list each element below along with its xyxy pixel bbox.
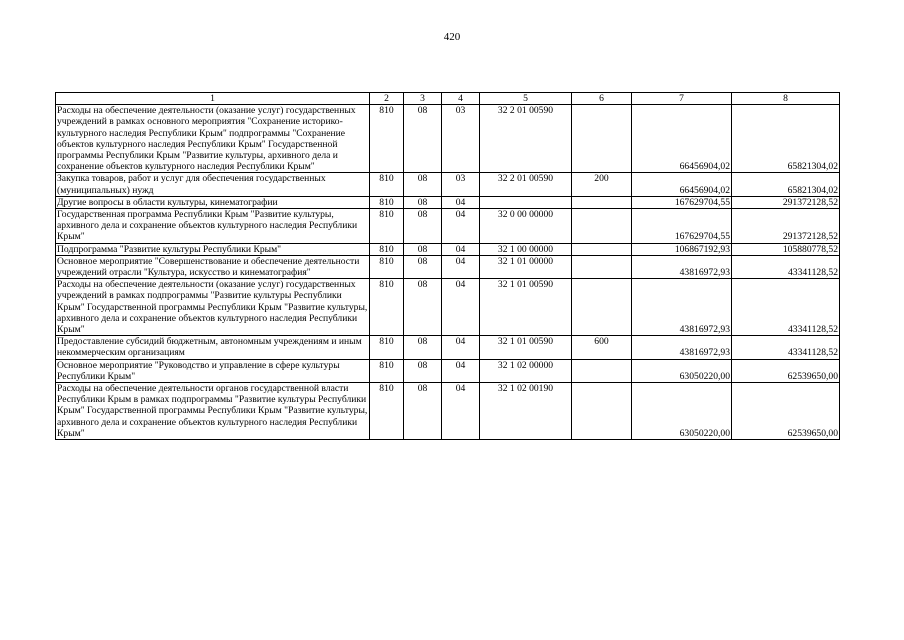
table-row <box>56 359 840 382</box>
amount-cell-8: 65821304,02 <box>732 105 840 173</box>
table-row <box>56 243 840 255</box>
section-cell: 08 <box>404 196 442 208</box>
code-cell: 810 <box>370 243 404 255</box>
row-name-cell: Расходы на обеспечение деятельности органов государственной власти Республики Крым в рамках подпрограммы "Развитие культуры Республики Крым" Государственной программы Республики Крым "Развитие культуры, архивного дела и сохранение объектов культурного наследия Республики Крым" <box>56 383 370 440</box>
section-cell: 08 <box>404 279 442 336</box>
target-article-cell: 32 2 01 00590 <box>480 105 572 173</box>
row-name-cell: Расходы на обеспечение деятельности (оказание услуг) государственных учреждений в рамках основного мероприятия "Сохранение историко-культурного наследия Республики Крым" подпрограммы "Сохранение объектов культурного наследия Республики Крым" Государственной программы Республики Крым "Развитие культуры, архивного дела и сохранение объектов культурного наследия Республики Крым" <box>56 105 370 173</box>
table-row <box>56 173 840 196</box>
code-cell: 810 <box>370 383 404 440</box>
section-cell: 08 <box>404 383 442 440</box>
amount-cell-8: 291372128,52 <box>732 209 840 244</box>
amount-cell-7: 63050220,00 <box>632 359 732 382</box>
row-name-cell: Подпрограмма "Развитие культуры Республики Крым" <box>56 243 370 255</box>
table-row <box>56 279 840 336</box>
row-name-cell: Основное мероприятие "Руководство и управление в сфере культуры Республики Крым" <box>56 359 370 382</box>
table-header-row <box>56 93 840 105</box>
target-article-cell <box>480 196 572 208</box>
table-row <box>56 336 840 359</box>
expense-type-cell <box>572 279 632 336</box>
amount-cell-7: 43816972,93 <box>632 279 732 336</box>
expense-type-cell: 600 <box>572 336 632 359</box>
subsection-cell: 04 <box>442 336 480 359</box>
amount-cell-7: 43816972,93 <box>632 336 732 359</box>
row-name-cell: Расходы на обеспечение деятельности (оказание услуг) государственных учреждений в рамках подпрограммы "Развитие культуры Республики Крым" Государственной программы Республики Крым "Развитие культуры, архивного дела и сохранение объектов культурного наследия Республики Крым" <box>56 279 370 336</box>
amount-cell-8: 43341128,52 <box>732 336 840 359</box>
code-cell: 810 <box>370 336 404 359</box>
column-header: 7 <box>632 93 732 105</box>
expense-type-cell <box>572 255 632 278</box>
row-name-cell: Предоставление субсидий бюджетным, автономным учреждениям и иным некоммерческим организациям <box>56 336 370 359</box>
amount-cell-8: 43341128,52 <box>732 279 840 336</box>
column-header: 2 <box>370 93 404 105</box>
column-header: 1 <box>56 93 370 105</box>
code-cell: 810 <box>370 209 404 244</box>
section-cell: 08 <box>404 243 442 255</box>
row-name-cell: Другие вопросы в области культуры, кинематографии <box>56 196 370 208</box>
code-cell: 810 <box>370 255 404 278</box>
table-row <box>56 105 840 173</box>
amount-cell-8: 105880778,52 <box>732 243 840 255</box>
column-header: 3 <box>404 93 442 105</box>
target-article-cell: 32 1 01 00000 <box>480 255 572 278</box>
subsection-cell: 04 <box>442 279 480 336</box>
code-cell: 810 <box>370 173 404 196</box>
row-name-cell: Государственная программа Республики Крым "Развитие культуры, архивного дела и сохранение объектов культурного наследия Республики Крым" <box>56 209 370 244</box>
target-article-cell: 32 1 00 00000 <box>480 243 572 255</box>
expense-type-cell <box>572 196 632 208</box>
row-name-cell: Основное мероприятие "Совершенствование и обеспечение деятельности учреждений отрасли "Культура, искусство и кинематография" <box>56 255 370 278</box>
section-cell: 08 <box>404 173 442 196</box>
code-cell: 810 <box>370 359 404 382</box>
expense-type-cell: 200 <box>572 173 632 196</box>
section-cell: 08 <box>404 255 442 278</box>
table-row <box>56 255 840 278</box>
expense-type-cell <box>572 359 632 382</box>
subsection-cell: 04 <box>442 359 480 382</box>
column-header: 6 <box>572 93 632 105</box>
amount-cell-8: 43341128,52 <box>732 255 840 278</box>
subsection-cell: 04 <box>442 383 480 440</box>
subsection-cell: 04 <box>442 196 480 208</box>
code-cell: 810 <box>370 279 404 336</box>
amount-cell-7: 106867192,93 <box>632 243 732 255</box>
amount-cell-7: 167629704,55 <box>632 209 732 244</box>
table-row <box>56 383 840 440</box>
amount-cell-7: 66456904,02 <box>632 105 732 173</box>
amount-cell-7: 66456904,02 <box>632 173 732 196</box>
expense-type-cell <box>572 209 632 244</box>
target-article-cell: 32 0 00 00000 <box>480 209 572 244</box>
section-cell: 08 <box>404 336 442 359</box>
amount-cell-8: 62539650,00 <box>732 359 840 382</box>
amount-cell-8: 62539650,00 <box>732 383 840 440</box>
amount-cell-8: 65821304,02 <box>732 173 840 196</box>
row-name-cell: Закупка товаров, работ и услуг для обеспечения государственных (муниципальных) нужд <box>56 173 370 196</box>
subsection-cell: 03 <box>442 105 480 173</box>
section-cell: 08 <box>404 359 442 382</box>
code-cell: 810 <box>370 196 404 208</box>
target-article-cell: 32 2 01 00590 <box>480 173 572 196</box>
target-article-cell: 32 1 02 00000 <box>480 359 572 382</box>
expense-type-cell <box>572 105 632 173</box>
subsection-cell: 04 <box>442 243 480 255</box>
subsection-cell: 04 <box>442 209 480 244</box>
budget-table <box>55 92 840 440</box>
expense-type-cell <box>572 243 632 255</box>
code-cell: 810 <box>370 105 404 173</box>
section-cell: 08 <box>404 209 442 244</box>
page-number: 420 <box>443 31 461 43</box>
column-header: 4 <box>442 93 480 105</box>
column-header: 8 <box>732 93 840 105</box>
target-article-cell: 32 1 01 00590 <box>480 279 572 336</box>
table-row <box>56 209 840 244</box>
target-article-cell: 32 1 01 00590 <box>480 336 572 359</box>
subsection-cell: 03 <box>442 173 480 196</box>
amount-cell-7: 63050220,00 <box>632 383 732 440</box>
table-row <box>56 196 840 208</box>
expense-type-cell <box>572 383 632 440</box>
target-article-cell: 32 1 02 00190 <box>480 383 572 440</box>
amount-cell-7: 167629704,55 <box>632 196 732 208</box>
section-cell: 08 <box>404 105 442 173</box>
subsection-cell: 04 <box>442 255 480 278</box>
amount-cell-8: 291372128,52 <box>732 196 840 208</box>
amount-cell-7: 43816972,93 <box>632 255 732 278</box>
column-header: 5 <box>480 93 572 105</box>
